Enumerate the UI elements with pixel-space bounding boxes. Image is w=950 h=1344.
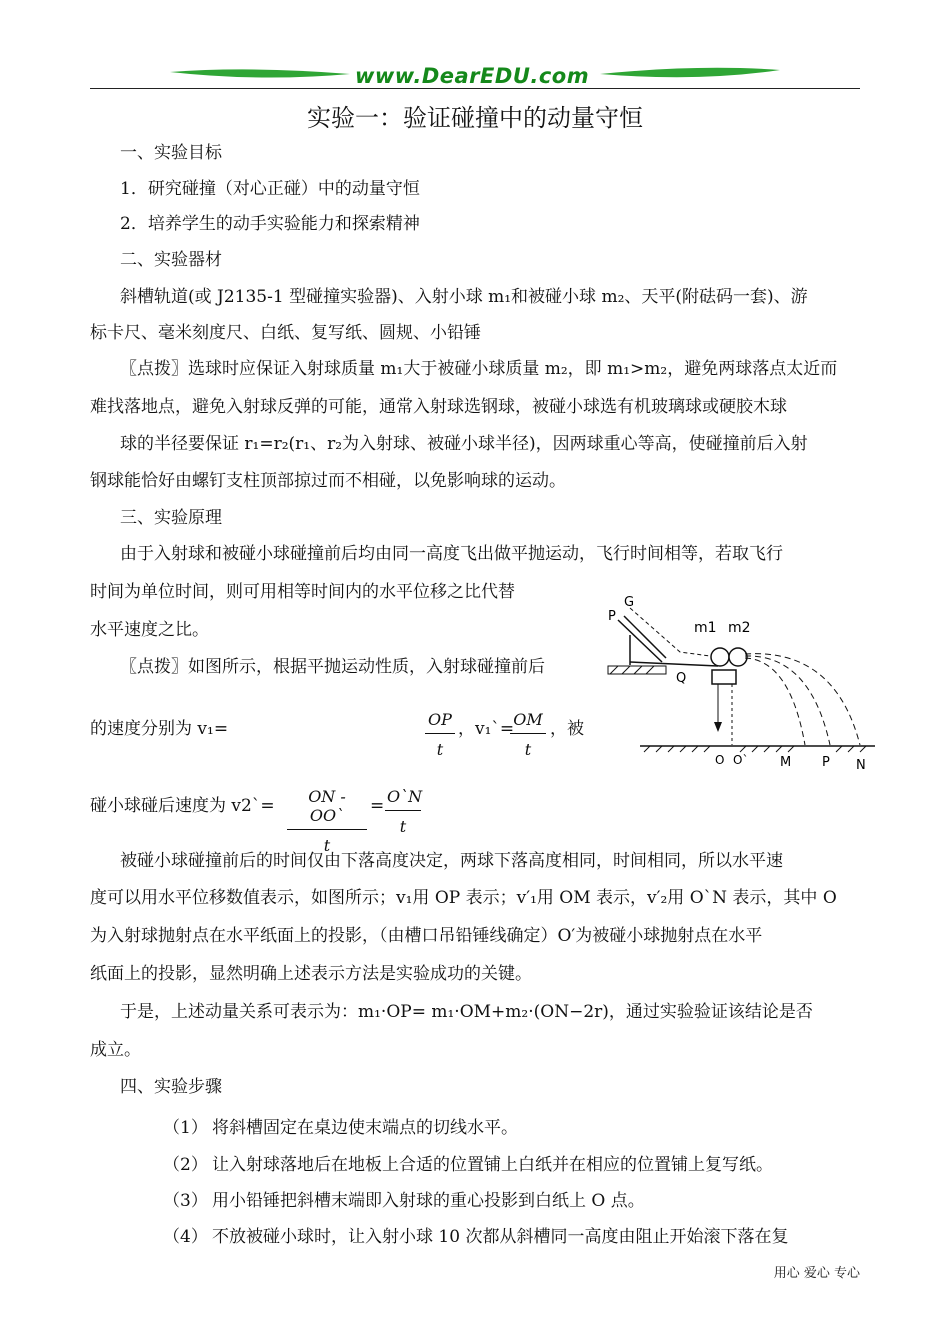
label-o: O xyxy=(715,753,725,767)
label-p: P xyxy=(822,755,830,770)
label-m1: m1 xyxy=(694,620,717,636)
collision-apparatus-diagram xyxy=(600,590,890,780)
principle-p2-line-4: 纸面上的投影，显然明确上述表示方法是实验成功的关键。 xyxy=(90,964,532,984)
fraction-numerator: O`N xyxy=(385,787,421,811)
fraction-op-over-t xyxy=(425,710,455,759)
label-n: N xyxy=(856,758,866,773)
fraction-denominator: t xyxy=(524,740,532,759)
trajectory-p xyxy=(745,656,830,745)
tip-line-2: 难找落地点，避免入射球反弹的可能，通常入射球选钢球，被碰小球选有机玻璃球或硬胶木球 xyxy=(90,397,787,417)
principle-p3-line-2: 成立。 xyxy=(90,1040,141,1060)
section-heading-principle: 三、实验原理 xyxy=(120,508,222,528)
velocity-line-c: ，被 xyxy=(550,719,584,739)
fraction-om-over-t xyxy=(510,710,546,759)
fraction-o2n-over-t xyxy=(385,787,421,836)
step-number-2: （2） xyxy=(163,1155,208,1175)
principle-line-1: 由于入射球和被碰小球碰撞前后均由同一高度飞出做平抛运动，飞行时间相等，若取飞行 xyxy=(120,544,783,564)
step-number-1: （1） xyxy=(163,1118,208,1138)
track-end xyxy=(630,662,718,666)
velocity2-equals: = xyxy=(370,796,385,816)
principle-p2-line-1: 被碰小球碰撞前后的时间仅由下落高度决定，两球下落高度相同，时间相同，所以水平速 xyxy=(120,851,783,871)
label-g: G xyxy=(624,595,635,610)
trajectory-m xyxy=(745,658,805,745)
fraction-numerator: ON - OO` xyxy=(287,787,367,830)
fraction-denominator: t xyxy=(436,740,444,759)
ball-stand xyxy=(712,670,736,684)
principle-p2-line-2: 度可以用水平位移数值表示，如图所示；v₁用 OP 表示；v′₁用 OM 表示，v′₂用 O`N 表示，其中 O xyxy=(90,888,837,908)
fraction-numerator: OP xyxy=(425,710,455,734)
tip2-line-1: 球的半径要保证 r₁=r₂(r₁、r₂为入射球、被碰小球半径)，因两球重心等高，使碰撞前后入射 xyxy=(120,434,808,454)
equipment-line-1: 斜槽轨道(或 J2135-1 型碰撞实验器)、入射小球 m₁和被碰小球 m₂、天平(附砝码一套)、游 xyxy=(120,287,808,307)
section-heading-equipment: 二、实验器材 xyxy=(120,250,222,270)
page-footer: 用心 爱心 专心 xyxy=(773,1266,860,1281)
velocity-line-b: ，v₁`= xyxy=(458,719,515,739)
section-heading-steps: 四、实验步骤 xyxy=(120,1077,222,1097)
velocity2-line-a: 碰小球碰后速度为 v2`= xyxy=(90,796,275,816)
ground-hatching xyxy=(644,746,866,752)
principle-p3-line-1: 于是，上述动量关系可表示为：m₁·OP= m₁·OM+m₂·(ON−2r)，通过实验验证该结论是否 xyxy=(120,1002,813,1022)
velocity-line-a: 的速度分别为 v₁= xyxy=(90,719,229,739)
page-title: 实验一：验证碰撞中的动量守恒 xyxy=(307,104,643,132)
ball-m1 xyxy=(711,648,729,666)
tip2-line-2: 钢球能恰好由螺钉支柱顶部掠过而不相碰，以免影响球的运动。 xyxy=(90,471,566,491)
step-text-3: 用小铅锤把斜槽末端即入射球的重心投影到白纸上 O 点。 xyxy=(212,1191,645,1211)
section-heading-goals: 一、实验目标 xyxy=(120,143,222,163)
incline-line xyxy=(618,620,662,662)
principle-tip-line-1: 〖点拨〗如图所示，根据平抛运动性质，入射球碰撞前后 xyxy=(120,657,545,677)
goal-item-2: 2．培养学生的动手实验能力和探索精神 xyxy=(120,214,420,234)
fraction-denominator: t xyxy=(399,817,407,836)
principle-line-3: 水平速度之比。 xyxy=(90,620,209,640)
fraction-denominator: t xyxy=(323,836,331,855)
equipment-line-2: 标卡尺、毫米刻度尺、白纸、复写纸、圆规、小铅锤 xyxy=(90,323,481,343)
label-q: Q xyxy=(676,671,687,686)
site-banner-text: www.DearEDU.com xyxy=(355,64,590,88)
step-number-3: （3） xyxy=(163,1191,208,1211)
label-o-prime: O` xyxy=(733,753,749,767)
label-m2: m2 xyxy=(728,620,751,636)
step-text-4: 不放被碰小球时，让入射小球 10 次都从斜槽同一高度由阻止开始滚下落在复 xyxy=(212,1227,789,1247)
label-p-top: P xyxy=(608,609,616,624)
step-number-4: （4） xyxy=(163,1227,208,1247)
principle-p2-line-3: 为入射球抛射点在水平纸面上的投影，（由槽口吊铅锤线确定）O′为被碰小球抛射点在水平 xyxy=(90,926,763,946)
header-rule xyxy=(90,88,860,89)
goal-item-1: 1．研究碰撞（对心正碰）中的动量守恒 xyxy=(120,179,420,199)
step-text-1: 将斜槽固定在桌边使末端点的切线水平。 xyxy=(212,1118,518,1138)
tip-line-1: 〖点拨〗选球时应保证入射球质量 m₁大于被碰小球质量 m₂，即 m₁>m₂，避免两球落点太近而 xyxy=(120,359,838,379)
principle-line-2: 时间为单位时间，则可用相等时间内的水平位移之比代替 xyxy=(90,582,515,602)
label-m: M xyxy=(780,755,792,770)
plumb-bob xyxy=(714,722,722,732)
step-text-2: 让入射球落地后在地板上合适的位置铺上白纸并在相应的位置铺上复写纸。 xyxy=(212,1155,773,1175)
fraction-on-minus-oo-over-t xyxy=(287,787,367,855)
fraction-numerator: OM xyxy=(510,710,546,734)
ball-m2 xyxy=(729,648,747,666)
